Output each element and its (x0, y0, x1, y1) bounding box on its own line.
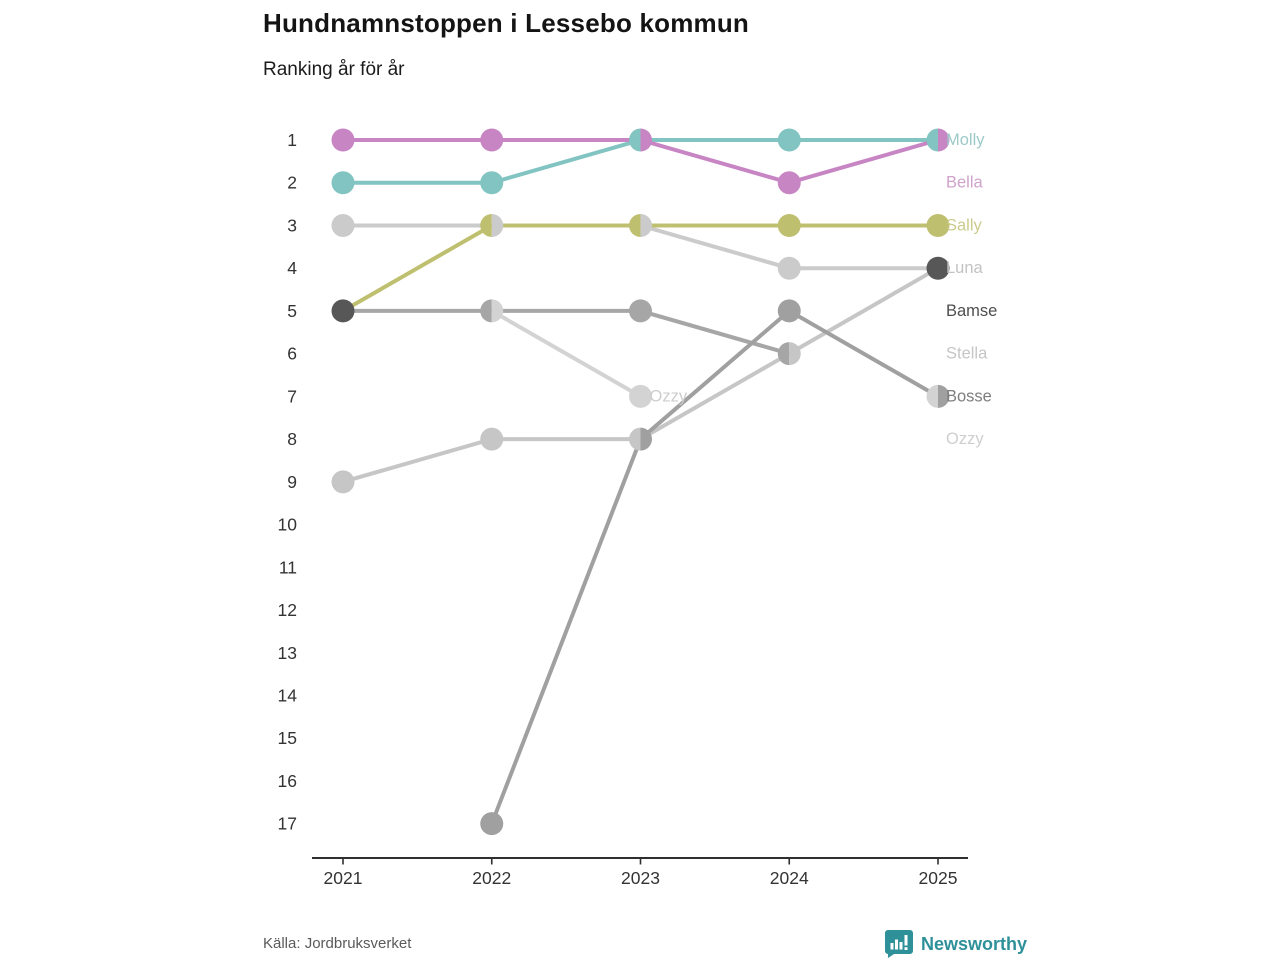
y-tick-label: 1 (287, 130, 297, 150)
data-point (332, 171, 355, 194)
data-point-half (927, 129, 939, 152)
data-point (332, 129, 355, 152)
data-point-half (789, 342, 801, 365)
data-point-half (629, 129, 641, 152)
x-tick-label: 2021 (323, 868, 363, 888)
data-point (332, 470, 355, 493)
data-point (778, 171, 801, 194)
data-point (778, 129, 801, 152)
data-point (480, 428, 503, 451)
data-point (778, 214, 801, 237)
data-point-half (480, 214, 492, 237)
y-tick-label: 2 (287, 172, 297, 193)
y-tick-label: 17 (277, 813, 297, 834)
y-tick-label: 11 (278, 557, 297, 578)
data-point-half (492, 299, 504, 322)
data-point (778, 257, 801, 280)
y-tick-label: 6 (287, 343, 297, 364)
y-tick-label: 10 (277, 514, 297, 535)
series-label-Bella: Bella (946, 173, 983, 192)
series-label-Bamse: Bamse (946, 301, 998, 320)
data-point-half (480, 299, 491, 322)
y-tick-label: 7 (287, 386, 297, 407)
data-point (480, 812, 503, 835)
data-point (332, 214, 355, 237)
series-label-Bosse: Bosse (946, 387, 992, 406)
data-point-half (927, 385, 939, 408)
page-subtitle: Ranking år för år (263, 59, 405, 80)
data-point-half (492, 214, 504, 237)
brand-name: Newsworthy (921, 933, 1028, 954)
y-tick-label: 8 (287, 429, 297, 450)
x-tick-label: 2024 (769, 868, 809, 888)
page-title: Hundnamnstoppen i Lessebo kommun (263, 8, 749, 38)
data-point-half (629, 214, 641, 237)
newsworthy-icon (884, 929, 914, 959)
y-tick-label: 5 (287, 300, 297, 321)
y-tick-label: 4 (287, 258, 297, 279)
series-line-Bosse (492, 311, 938, 824)
series-label-Sally: Sally (946, 216, 982, 235)
data-point (332, 299, 355, 322)
data-point (480, 171, 503, 194)
x-tick-label: 2025 (918, 868, 958, 888)
y-tick-label: 13 (277, 642, 297, 663)
y-tick-label: 9 (287, 471, 297, 492)
data-point (480, 129, 503, 152)
data-point-half (641, 129, 653, 152)
series-label-Stella: Stella (946, 344, 988, 363)
series-label-Luna: Luna (946, 259, 983, 278)
source-note: Källa: Jordbruksverket (263, 935, 412, 952)
inline-series-label: Ozzy (649, 387, 688, 406)
data-point (778, 299, 801, 322)
series-label-Molly: Molly (946, 131, 985, 149)
y-tick-label: 14 (277, 685, 297, 706)
y-tick-label: 3 (287, 215, 297, 236)
series-line-unlabeled (343, 311, 789, 354)
brand-logo (884, 929, 1027, 959)
y-tick-label: 12 (277, 600, 297, 621)
data-point (629, 299, 652, 322)
x-tick-label: 2023 (621, 868, 660, 888)
data-point-half (641, 214, 653, 237)
data-point-half (629, 428, 641, 451)
series-line-Ozzy (492, 311, 641, 396)
y-tick-label: 16 (277, 770, 297, 791)
series-label-Ozzy: Ozzy (946, 430, 984, 449)
data-point-half (778, 342, 789, 365)
y-tick-label: 15 (277, 728, 297, 749)
x-tick-label: 2022 (472, 868, 512, 888)
